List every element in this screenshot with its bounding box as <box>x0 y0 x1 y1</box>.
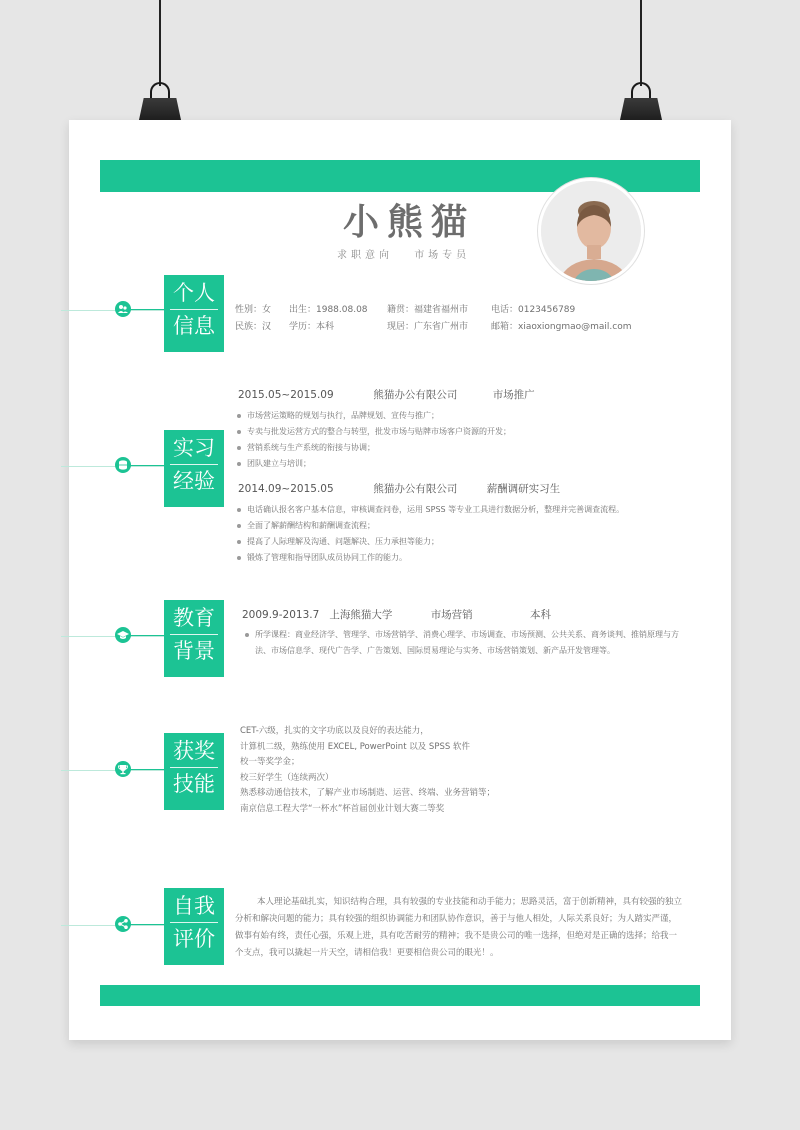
education-major: 市场营销 <box>430 609 473 621</box>
list-item: 专卖与批发运营方式的整合与转型，批发市场与贴牌市场客户资源的开发； <box>235 424 511 440</box>
education-school: 上海熊猫大学 <box>329 609 393 621</box>
info-residence: 现居：广东省广州市 <box>387 322 469 332</box>
job-intent-label: 求职意向 <box>337 250 393 261</box>
info-degree: 学历：本科 <box>289 322 335 332</box>
job-intent-value: 市场专员 <box>414 250 471 261</box>
awards-section-title: 获奖 技能 <box>164 733 224 810</box>
info-ethnicity: 民族：汉 <box>235 322 272 332</box>
profile-photo <box>538 178 644 284</box>
internship-2-role: 薪酬调研实习生 <box>486 483 561 495</box>
self-evaluation-text: 本人理论基础扎实，知识结构合理，具有较强的专业技能和动手能力；思路灵活，富于创新精神，具有较强的独立分析和解决问题的能力；具有较强的组织协调能力和团队协作意识，善于与他人相处，人际关系良好；为人踏实严谨，做事有始有终，责任心强，乐观上进，具有吃苦耐劳的精神；我不是贵公司的唯一选择，但绝对是正确的选择；给我一个支点，我可以撬起一片天空，请相信我！更要相信贵公司的眼光！。 <box>235 897 683 958</box>
self-section-title: 自我 评价 <box>164 888 224 965</box>
info-gender: 性别：女 <box>235 305 272 315</box>
list-item: 提高了人际理解及沟通、问题解决、压力承担等能力； <box>235 534 624 550</box>
internship-section-title: 实习 经验 <box>164 430 224 507</box>
trophy-icon <box>115 761 131 777</box>
list-item: 全面了解薪酬结构和薪酬调查流程； <box>235 518 624 534</box>
education-period: 2009.9-2013.7 <box>242 609 320 621</box>
candidate-name: 小熊猫 <box>342 202 475 243</box>
list-item: 营销系统与生产系统的衔接与协调； <box>235 440 511 456</box>
list-item: 南京信息工程大学“一杯水”杯首届创业计划大赛二等奖 <box>240 803 445 814</box>
database-icon <box>115 457 131 473</box>
info-email: 邮箱：xiaoxiongmao@mail.com <box>491 322 632 332</box>
graduation-cap-icon <box>115 627 131 643</box>
hanging-string-left <box>159 0 161 86</box>
job-intent <box>337 246 470 261</box>
internship-1-company: 熊猫办公有限公司 <box>373 389 458 401</box>
internship-2-header <box>238 481 560 496</box>
internship-1-role: 市场推广 <box>492 389 535 401</box>
list-item: 计算机二级，熟练使用 EXCEL, PowerPoint 以及 SPSS 软件 <box>240 741 470 752</box>
personal-section-title: 个人 信息 <box>164 275 224 352</box>
education-degree: 本科 <box>530 609 552 621</box>
share-icon <box>115 916 131 932</box>
internship-2-duties <box>235 502 624 566</box>
list-item: 熟悉移动通信技术，了解产业市场制造、运营、终端、业务营销等； <box>240 788 496 798</box>
education-courses: 所学课程：商业经济学、管理学、市场营销学、消费心理学、市场调查、市场预测、公共关系、商务谈判、推销原理与方法、市场信息学、现代广告学、广告策划、国际贸易理论与实务、市场营销策划、新产品开发管理等。 <box>243 627 681 659</box>
info-origin: 籍贯：福建省福州市 <box>387 305 469 315</box>
list-item: CET-六级，扎实的文字功底以及良好的表达能力， <box>240 726 429 736</box>
list-item: 团队建立与培训； <box>235 456 511 472</box>
education-header <box>242 607 551 622</box>
info-birth: 出生：1988.08.08 <box>289 305 368 315</box>
info-phone: 电话：0123456789 <box>491 305 576 315</box>
hanging-string-right <box>640 0 642 86</box>
bottom-accent-bar <box>100 985 700 1006</box>
internship-1-period: 2015.05~2015.09 <box>238 389 334 401</box>
users-icon <box>115 301 131 317</box>
internship-1-duties <box>235 408 511 472</box>
internship-2-period: 2014.09~2015.05 <box>238 483 334 495</box>
list-item: 电话确认报名客户基本信息，审核调查问卷，运用 SPSS 等专业工具进行数据分析，整理并完善调查流程。 <box>235 502 624 518</box>
list-item: 锻炼了管理和指导团队成员协同工作的能力。 <box>235 550 624 566</box>
internship-2-company: 熊猫办公有限公司 <box>373 483 458 495</box>
list-item: 校三好学生（连续两次） <box>240 772 334 783</box>
awards-list <box>240 724 495 817</box>
list-item: 校一等奖学金； <box>240 757 300 767</box>
education-section-title: 教育 背景 <box>164 600 224 677</box>
internship-1-header <box>238 387 535 402</box>
resume-sheet <box>69 120 731 1040</box>
list-item: 市场营运策略的规划与执行，品牌规划、宣传与推广； <box>235 408 511 424</box>
